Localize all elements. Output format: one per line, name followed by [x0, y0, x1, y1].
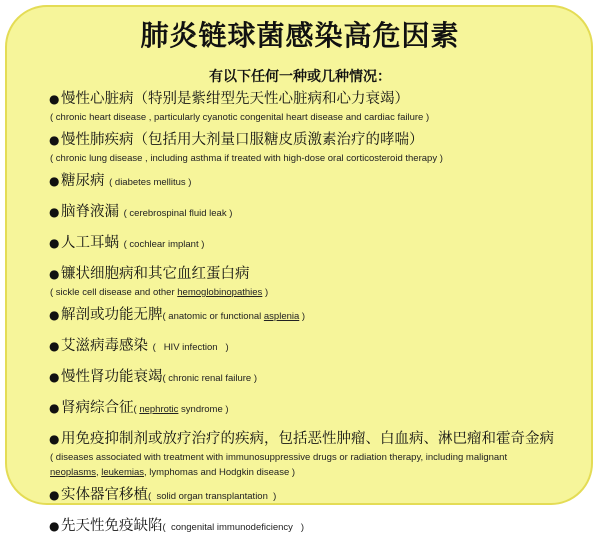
page-title: 肺炎链球菌感染高危因素 [140, 19, 460, 52]
bullet-icon: ● [49, 133, 60, 147]
list-item [50, 232, 590, 254]
item-title: 镰状细胞病和其它血红蛋白病 [61, 266, 250, 282]
list-item [50, 263, 590, 300]
item-title: 解剖或功能无脾 [61, 307, 163, 323]
risk-factor-list [50, 88, 590, 537]
item-english: ( chronic renal failure ) [162, 373, 258, 384]
item-english-cont: neoplasms, leukemias, lymphomas and Hodgkin disease ) [50, 467, 296, 478]
bullet-icon: ● [49, 236, 60, 250]
item-title: 人工耳蜗 [61, 235, 119, 251]
list-item [50, 88, 590, 125]
list-item [50, 335, 590, 357]
item-title: 实体器官移植 [61, 487, 148, 503]
item-english: ( nephrotic syndrome ) [133, 404, 229, 415]
bullet-icon: ● [49, 92, 60, 106]
list-item [50, 397, 590, 419]
item-title: 艾滋病毒感染 [61, 338, 148, 354]
list-item [50, 129, 590, 166]
item-english: ( diabetes mellitus ) [109, 177, 192, 188]
list-item [50, 366, 590, 388]
list-item [50, 515, 590, 537]
item-title: 用免疫抑制剂或放疗治疗的疾病，包括恶性肿瘤、白血病、淋巴瘤和霍奇金病 [61, 431, 554, 447]
item-english: ( diseases associated with treatment with immunosuppressive drugs or radiation therapy, including malignant [50, 452, 508, 463]
item-title: 慢性肾功能衰竭 [61, 369, 163, 385]
item-english: ( solid organ transplantation ) [148, 491, 277, 502]
item-english: ( cochlear implant ) [123, 239, 205, 250]
item-english: ( chronic lung disease , including asthma if treated with high-dose oral corticosteroid therapy ) [50, 153, 443, 164]
list-item [50, 201, 590, 223]
bullet-icon: ● [49, 308, 60, 322]
bullet-icon: ● [49, 432, 60, 446]
item-title: 肾病综合征 [61, 400, 134, 416]
bullet-icon: ● [49, 488, 60, 502]
list-item [50, 170, 590, 192]
page-subtitle: 有以下任何一种或几种情况： [209, 69, 391, 85]
bullet-icon: ● [49, 267, 60, 281]
list-item [50, 428, 590, 480]
item-title: 慢性心脏病（特别是紫绀型先天性心脏病和心力衰竭） [61, 91, 409, 107]
item-english: ( sickle cell disease and other hemoglobinopathies ) [50, 287, 269, 298]
item-english: ( chronic heart disease , particularly cyanotic congenital heart disease and cardiac failure ) [50, 112, 430, 123]
item-english: ( HIV infection ) [152, 342, 229, 353]
item-english: ( congenital immunodeficiency ) [162, 522, 305, 533]
bullet-icon: ● [49, 519, 60, 533]
item-title: 慢性肺疾病（包括用大剂量口服糖皮质激素治疗的哮喘） [61, 132, 424, 148]
item-title: 脑脊液漏 [61, 204, 119, 220]
bullet-icon: ● [49, 174, 60, 188]
item-title: 糖尿病 [61, 173, 105, 189]
item-english: ( anatomic or functional asplenia ) [162, 311, 306, 322]
bullet-icon: ● [49, 205, 60, 219]
list-item [50, 484, 590, 506]
bullet-icon: ● [49, 370, 60, 384]
item-title: 先天性免疫缺陷 [61, 518, 163, 534]
bullet-icon: ● [49, 339, 60, 353]
item-english: ( cerebrospinal fluid leak ) [123, 208, 233, 219]
bullet-icon: ● [49, 401, 60, 415]
list-item [50, 304, 590, 326]
